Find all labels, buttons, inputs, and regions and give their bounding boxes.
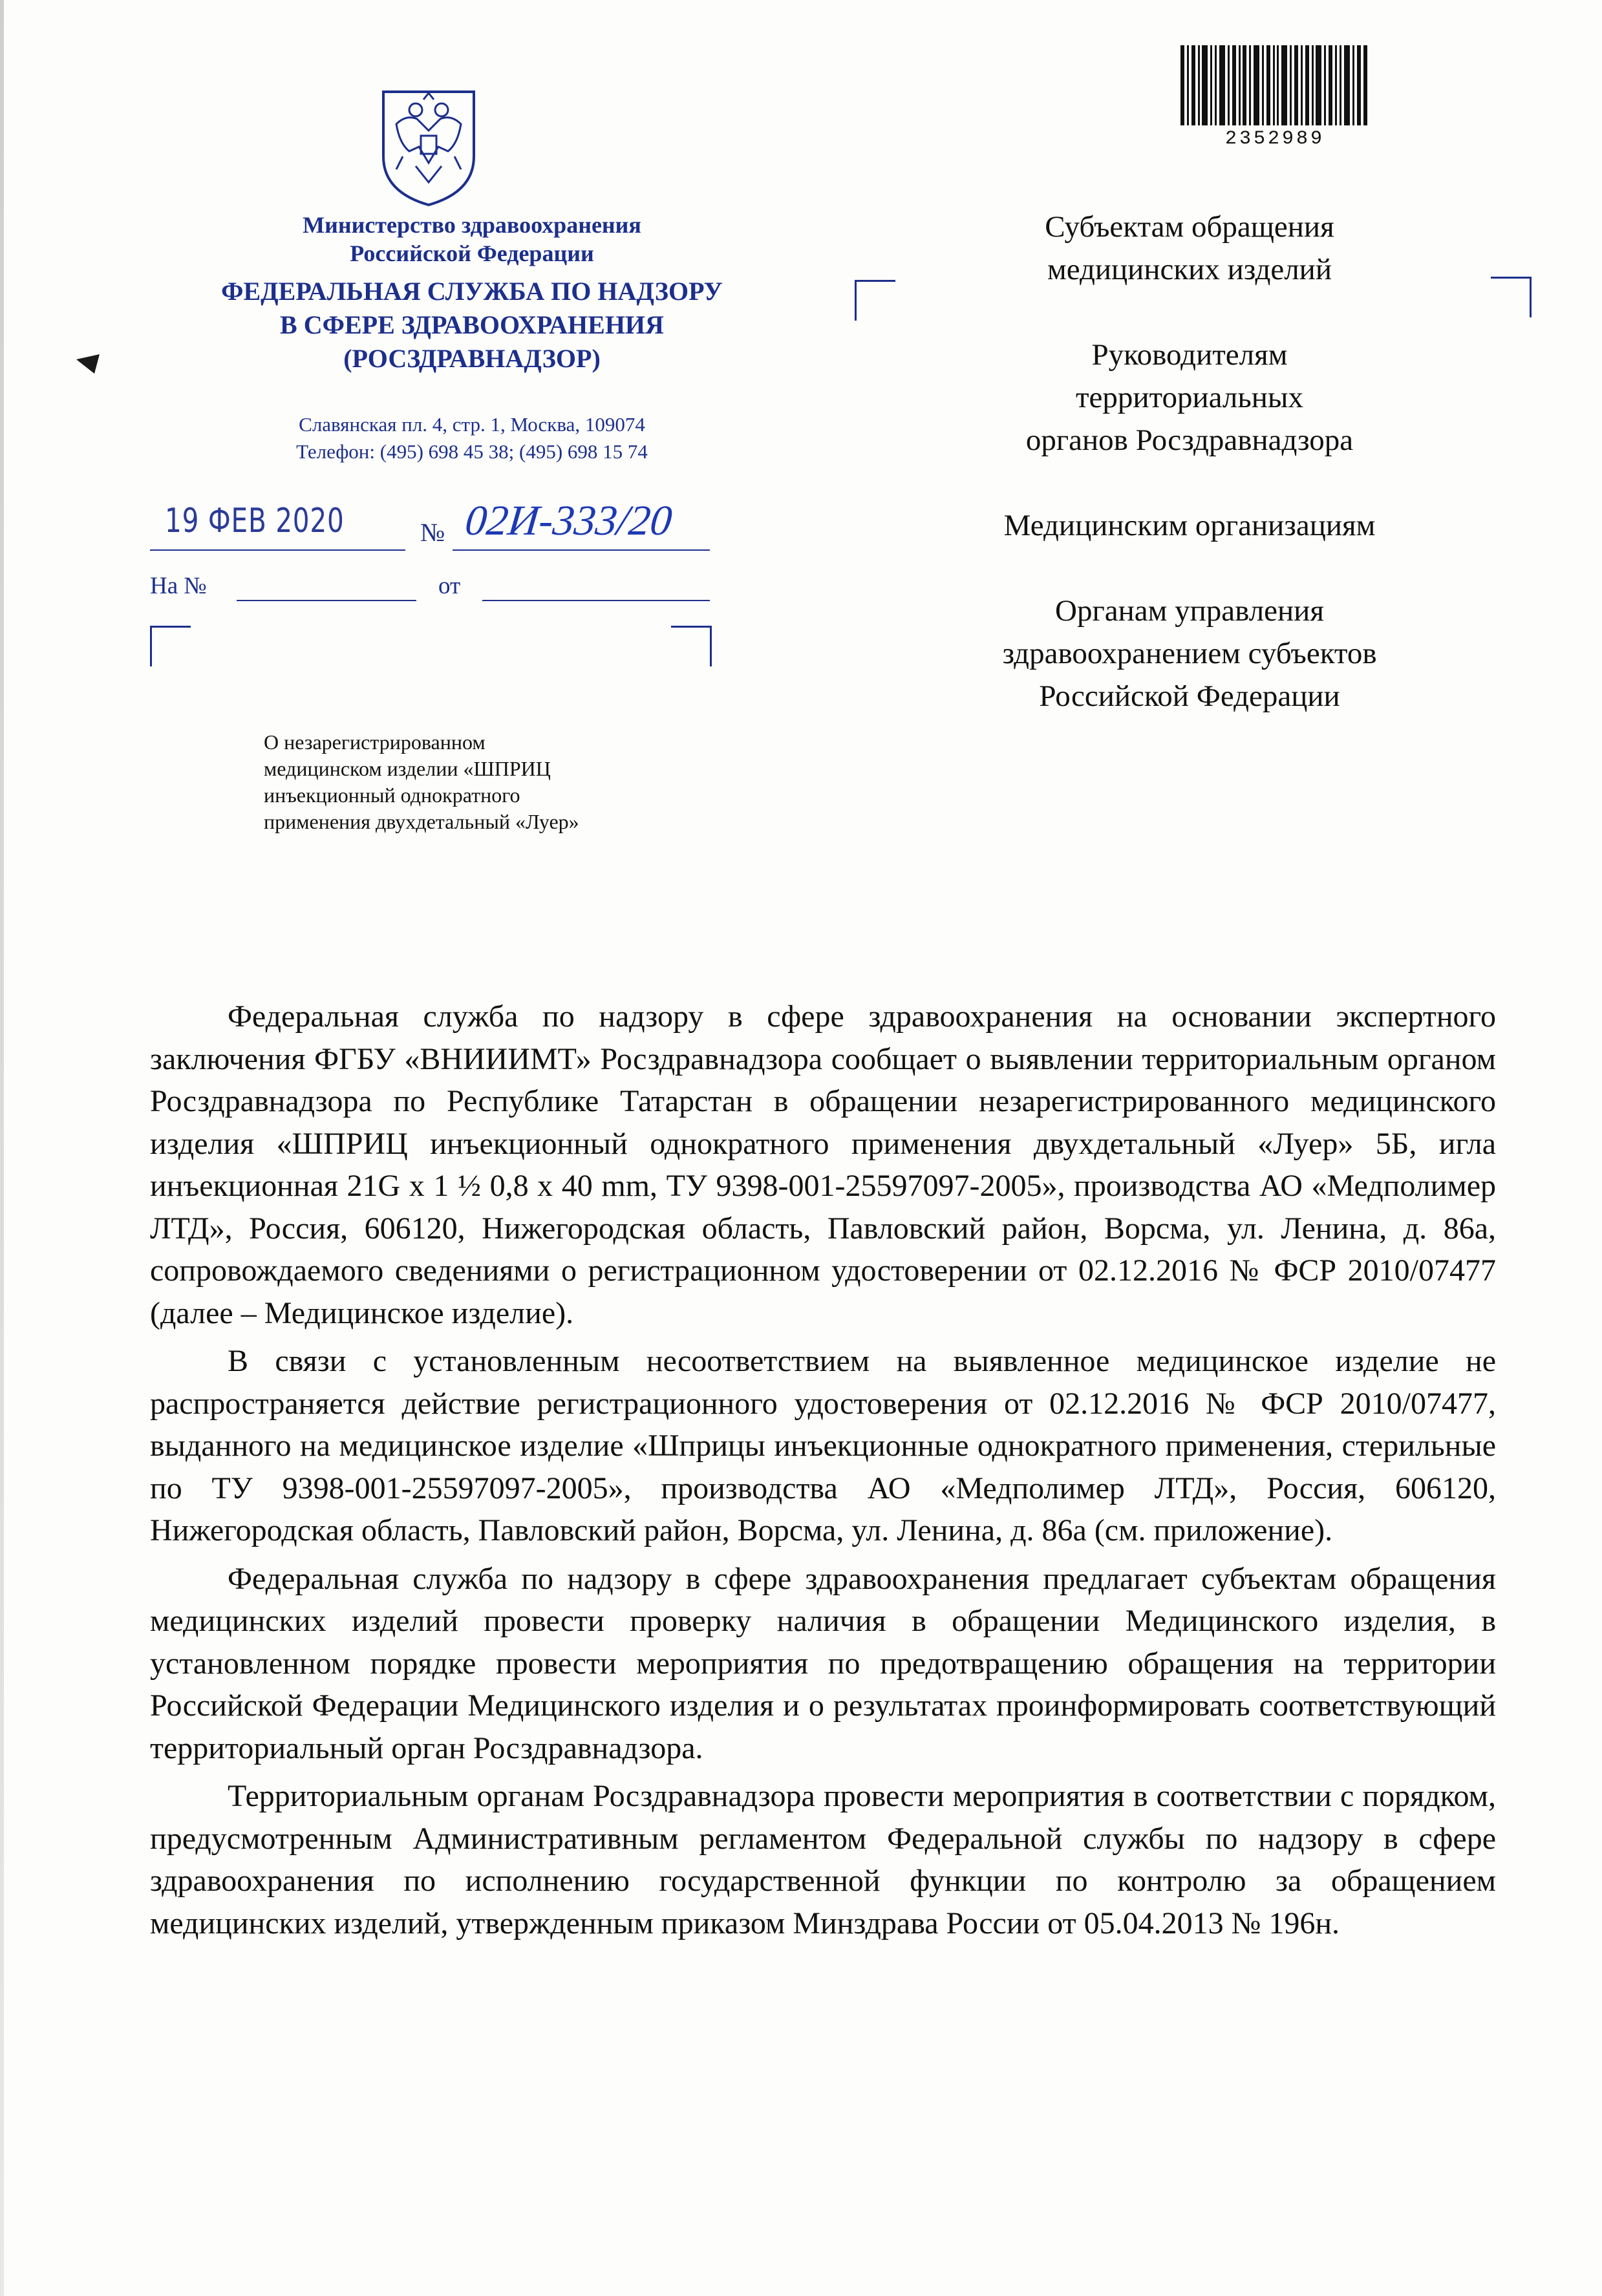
bracket-corner — [671, 626, 712, 666]
subject-line: инъекционный однократного — [264, 783, 520, 807]
bracket-corner — [150, 626, 191, 666]
recipient-line: Руководителям — [1091, 338, 1288, 372]
barcode-number: 2352989 — [1224, 128, 1325, 150]
na-underline — [237, 600, 416, 601]
ministry-line: Российской Федерации — [350, 240, 594, 266]
barcode — [1178, 45, 1372, 136]
number-sign: № — [420, 518, 445, 547]
body-paragraph: Территориальным органам Росздравнадзора провести мероприятия в соответствии с порядком, предусмотренным Административным регламентом Федеральной службы по надзору в сфере здравоохранения по исполнению государственной функции по контролю за обращением медицинских изделий, утвержденным приказом Минздрава России от 05.04.2013 № 196н. — [150, 1779, 1496, 1940]
ministry-name — [155, 211, 789, 268]
subject-line: медицинском изделии «ШПРИЦ — [264, 757, 551, 780]
ministry-line: Министерство здравоохранения — [303, 212, 641, 238]
body-paragraph: В связи с установленным несоответствием на выявленное медицинское изделие не распространяется действие регистрационного удостоверения от 02.12.2016 № ФСР 2010/07477, выданного на медицинское изделие «Шприцы инъекционные однократного применения, стерильные по ТУ 9398-001-25597097-2005», производства АО «Медполимер ЛТД», Россия, 606120, Нижегородская область, Павловский район, Ворсма, ул. Ленина, д. 86а (см. приложение). — [150, 1344, 1496, 1547]
date-underline — [150, 549, 405, 551]
subject-line: применения двухдетальный «Луер» — [264, 810, 579, 833]
letter-subject — [264, 729, 729, 835]
ot-label: от — [438, 573, 461, 599]
recipient — [912, 590, 1468, 717]
recipient-line: Медицинским организациям — [1003, 509, 1376, 542]
recipient-line: территориальных — [1075, 381, 1304, 414]
registration-date: 19 ФЕВ 2020 — [165, 502, 345, 540]
body-paragraph: Федеральная служба по надзору в сфере здравоохранения предлагает субъектам обращения медицинских изделий провести проверку наличия в обращении Медицинского изделия, в установленном порядке провести мероприятия по предотвращению обращения на территории Российской Федерации Медицинского изделия и о результатах проинформировать соответствующий территориальный орган Росздравнадзора. — [150, 1561, 1496, 1765]
service-line: ФЕДЕРАЛЬНАЯ СЛУЖБА ПО НАДЗОРУ — [221, 277, 723, 306]
address-line: Славянская пл. 4, стр. 1, Москва, 109074 — [299, 413, 645, 436]
bracket-corner — [855, 280, 895, 321]
recipient-line: медицинских изделий — [1047, 253, 1332, 286]
number-underline — [453, 549, 710, 551]
recipient-line: Российской Федерации — [1039, 679, 1340, 713]
recipient-line: здравоохранением субъектов — [1002, 637, 1377, 670]
recipient — [912, 334, 1468, 462]
recipient-line: Субъектам обращения — [1045, 210, 1334, 244]
scan-mark — [76, 354, 100, 374]
coat-of-arms-emblem — [370, 79, 487, 208]
recipient-line: Органам управления — [1055, 594, 1324, 628]
subject-line: О незарегистрированном — [264, 730, 486, 754]
bracket-corner — [1491, 277, 1532, 317]
scan-edge — [0, 0, 4, 2296]
na-label: На № — [150, 573, 207, 599]
address-block — [155, 411, 789, 465]
service-name — [145, 275, 798, 376]
recipients-block — [912, 206, 1468, 717]
recipient-line: органов Росздравнадзора — [1025, 423, 1354, 457]
service-line: В СФЕРЕ ЗДРАВООХРАНЕНИЯ — [280, 310, 664, 339]
body-paragraph: Федеральная служба по надзору в сфере здравоохранения на основании экспертного заключения ФГБУ «ВНИИИМТ» Росздравнадзора сообщает о выявлении территориальным органом Росздравнадзора по Республике Татарстан в обращении незарегистрированного медицинского изделия «ШПРИЦ инъекционный однократного применения двухдетальный «Луер» 5Б, игла инъекционная 21G x 1 ½ 0,8 x 40 mm, ТУ 9398-001-25597097-2005», производства АО «Медполимер ЛТД», Россия, 606120, Нижегородская область, Павловский район, Ворсма, ул. Ленина, д. 86а, сопровождаемого сведениями о регистрационном удостоверении от 02.12.2016 № ФСР 2010/07477 (далее – Медицинское изделие). — [150, 999, 1496, 1330]
letter-body — [150, 995, 1496, 1950]
ot-underline — [482, 600, 710, 601]
address-line: Телефон: (495) 698 45 38; (495) 698 15 74 — [296, 440, 648, 463]
recipient — [912, 206, 1468, 291]
service-line: (РОСЗДРАВНАДЗОР) — [343, 344, 601, 373]
registration-number-handwritten: 02И-333/20 — [463, 497, 674, 544]
recipient — [912, 504, 1468, 547]
